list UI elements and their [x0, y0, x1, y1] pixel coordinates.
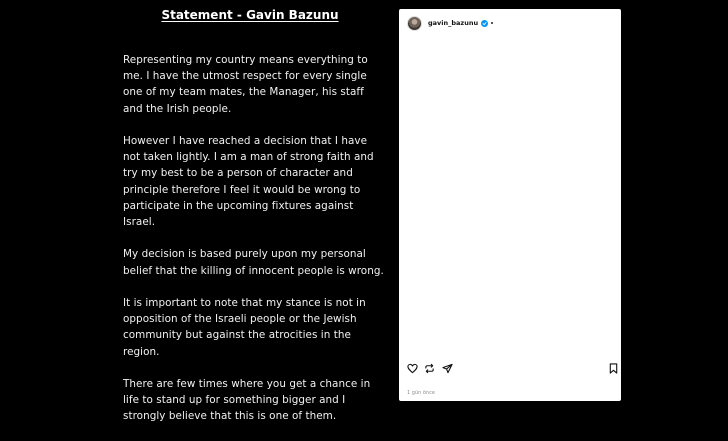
bookmark-icon[interactable] [608, 363, 619, 374]
post-timestamp: 1 gün önce [407, 390, 435, 396]
statement-paragraph: It is important to note that my stance is not in opposition of the Israeli people or the Jewish community but against the atrocities in the region. [123, 297, 366, 358]
post-header [407, 14, 493, 32]
verified-badge-icon [481, 20, 488, 27]
statement-paragraph: However I have reached a decision that I have not taken lightly. I am a man of strong faith and try my best to be a person of character and principle therefore I feel it would be wrong to participate in the upcoming fixtures against Israel. [123, 135, 374, 229]
repost-icon[interactable] [424, 363, 435, 374]
statement-paragraph: My decision is based purely upon my personal belief that the killing of innocent people is wrong. [123, 248, 384, 277]
separator-dot [491, 22, 493, 24]
instagram-post [399, 9, 621, 401]
heart-icon[interactable] [407, 363, 418, 374]
post-actions [407, 363, 619, 375]
statement-title: Statement - Gavin Bazunu [161, 8, 339, 22]
avatar[interactable] [407, 16, 422, 31]
username[interactable]: gavin_bazunu [428, 19, 479, 27]
statement-paragraph: Representing my country means everything to me. I have the utmost respect for every single one of my team mates, the Manager, his staff and the Irish people. [123, 54, 368, 115]
statement-body [123, 52, 385, 441]
statement-paragraph: There are few times where you get a chance in life to stand up for something bigger and I strongly believe that this is one of them. [123, 378, 371, 423]
share-icon[interactable] [442, 363, 453, 374]
